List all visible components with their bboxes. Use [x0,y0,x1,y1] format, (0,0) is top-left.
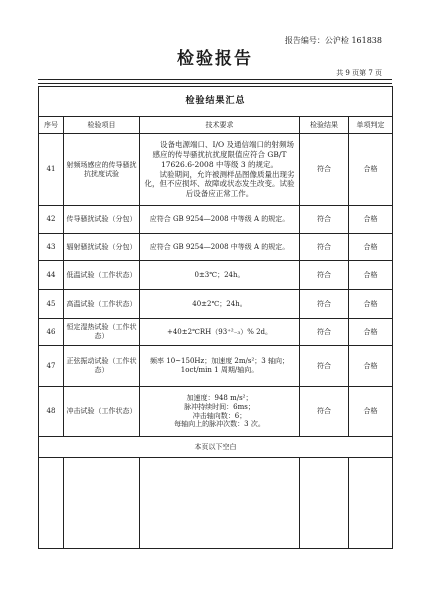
requirement-line: 设备电源端口、I/O 及通信端口的射频场感应的传导骚扰抗扰度限值应符合 GB/T 17626.6-2008 中等级 3 的规定。 [152,139,295,169]
test-result: 符合 [300,261,349,290]
test-item: 冲击试验（工作状态） [64,387,140,437]
test-item: 低温试验（工作状态） [64,261,140,290]
column-header-verdict: 单项判定 [349,117,393,134]
blank-cell [64,458,140,549]
requirement-line: 加速度：948 m/s²； [186,394,253,402]
test-result: 符合 [300,234,349,261]
item-verdict: 合格 [349,346,393,387]
requirement-line: 冲击轴向数：6； [192,411,247,420]
row-number: 45 [39,290,64,319]
divider-bottom [38,83,392,84]
table-row [39,234,393,261]
technical-requirement [140,261,300,290]
blank-cell [349,458,393,549]
requirement-line: 40±2℃；24h。 [192,299,247,308]
item-verdict: 合格 [349,261,393,290]
table-row [39,387,393,437]
blank-cell [39,458,64,549]
report-number: 报告编号：公沪检 161838 [284,36,382,45]
blank-cell [300,458,349,549]
technical-requirement [140,206,300,234]
test-result: 符合 [300,206,349,234]
item-verdict: 合格 [349,234,393,261]
requirement-line: 频率 10~150Hz；加速度 2m/s²；3 轴向；1oct/min 1 周期/轴向。 [150,357,289,374]
test-result: 符合 [300,134,349,206]
requirement-line: 脉冲持续时间：6ms； [184,402,255,411]
test-item: 恒定湿热试验（工作状态） [64,319,140,346]
requirement-line: 应符合 GB 9254—2008 中等级 A 的规定。 [149,215,290,224]
technical-requirement [140,387,300,437]
column-header-result: 检验结果 [300,117,349,134]
column-header-requirement: 技术要求 [140,117,300,134]
row-number: 42 [39,206,64,234]
item-verdict: 合格 [349,206,393,234]
divider-top [38,79,392,80]
page-title: 检验报告 [177,49,253,69]
test-item: 正弦振动试验（工作状态） [64,346,140,387]
requirement-line: 0±3℃；24h。 [194,270,245,279]
table-row [39,290,393,319]
test-result: 符合 [300,387,349,437]
table-row [39,261,393,290]
technical-requirement [140,346,300,387]
footer-note: 本页以下空白 [39,437,393,458]
results-table [38,86,393,549]
table-row [39,346,393,387]
blank-row [39,458,393,549]
column-header-no: 序号 [39,117,64,134]
table-caption-row [39,87,393,117]
blank-cell [140,458,300,549]
item-verdict: 合格 [349,319,393,346]
requirement-line: 试验期间，允许被测样品图像质量出现劣化，但不应损坏、故障或状态发生改变。试验后设备应正常工作。 [144,169,295,199]
table-caption: 检验结果汇总 [39,87,393,117]
column-header-item: 检验项目 [64,117,140,134]
requirement-line: 每轴向上的脉冲次数：3 次。 [174,420,265,429]
footer-note-row [39,437,393,458]
row-number: 46 [39,319,64,346]
requirement-line: 应符合 GB 9254—2008 中等级 A 的规定。 [149,242,290,251]
test-item: 传导骚扰试验（分包） [64,206,140,234]
test-result: 符合 [300,346,349,387]
item-verdict: 合格 [349,134,393,206]
technical-requirement [140,319,300,346]
table-row [39,319,393,346]
table-row [39,206,393,234]
page-info: 共 9 页第 7 页 [336,69,382,77]
technical-requirement [140,134,300,206]
test-result: 符合 [300,319,349,346]
row-number: 41 [39,134,64,206]
test-item: 高温试验（工作状态） [64,290,140,319]
row-number: 44 [39,261,64,290]
item-verdict: 合格 [349,290,393,319]
technical-requirement [140,234,300,261]
technical-requirement [140,290,300,319]
table-header-row [39,117,393,134]
row-number: 48 [39,387,64,437]
test-result: 符合 [300,290,349,319]
test-item: 辐射骚扰试验（分包） [64,234,140,261]
requirement-line: +40±2℃RH（93⁺²₋₃）% 2d。 [166,327,273,336]
test-item: 射频场感应的传导骚扰抗扰度试验 [64,134,140,206]
row-number: 43 [39,234,64,261]
row-number: 47 [39,346,64,387]
item-verdict: 合格 [349,387,393,437]
table-row [39,134,393,206]
